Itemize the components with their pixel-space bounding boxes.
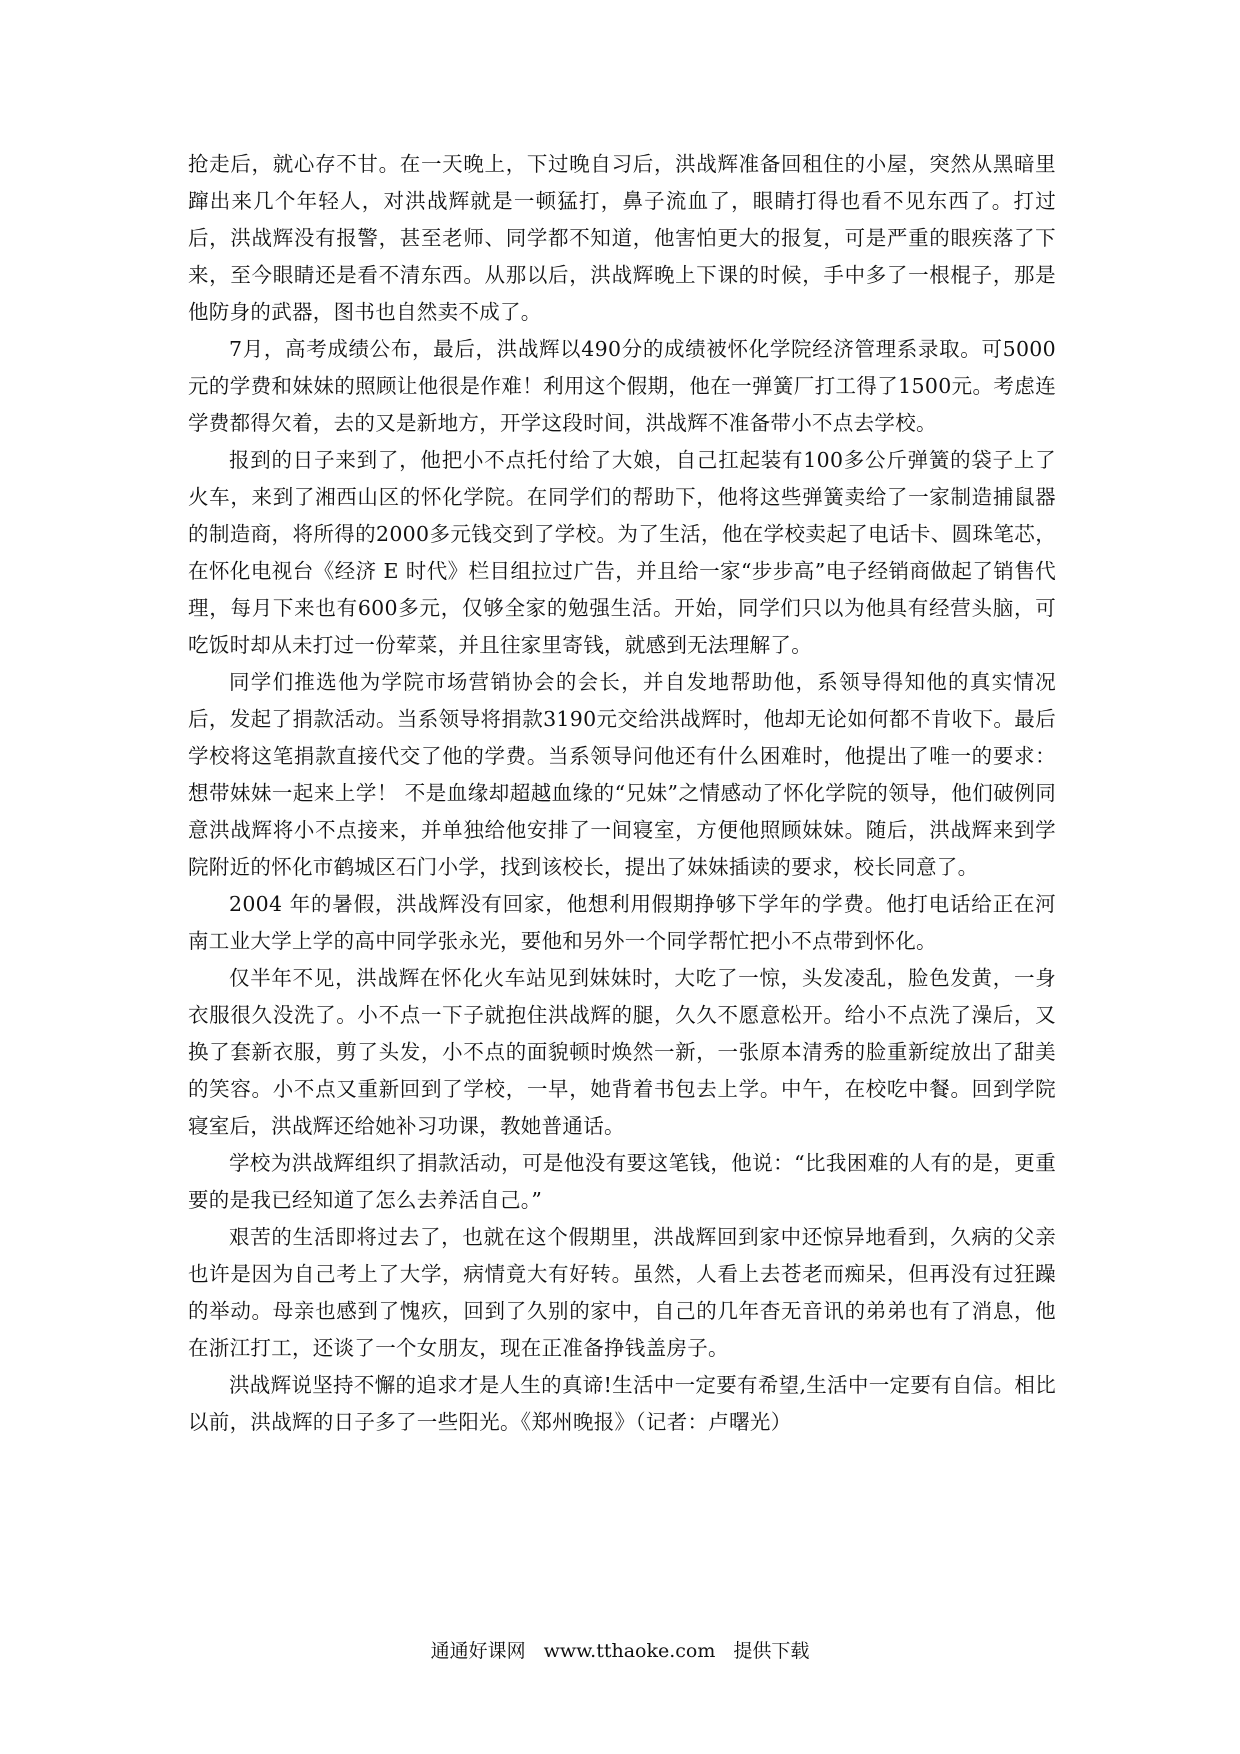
article-body (188, 146, 1056, 1441)
page-footer (0, 1638, 1240, 1664)
paragraph: 仅半年不见，洪战辉在怀化火车站见到妹妹时，大吃了一惊，头发凌乱，脸色发黄，一身衣服很久没洗了。小不点一下子就抱住洪战辉的腿，久久不愿意松开。给小不点洗了澡后，又换了套新衣服，剪了头发，小不点的面貌顿时焕然一新，一张原本清秀的脸重新绽放出了甜美的笑容。小不点又重新回到了学校，一早，她背着书包去上学。中午，在校吃中餐。回到学院寝室后，洪战辉还给她补习功课，教她普通话。 (188, 966, 1056, 1138)
paragraph: 艰苦的生活即将过去了，也就在这个假期里，洪战辉回到家中还惊异地看到，久病的父亲也许是因为自己考上了大学，病情竟大有好转。虽然，人看上去苍老而痴呆，但再没有过狂躁的举动。母亲也感到了愧疚，回到了久别的家中，自己的几年杳无音讯的弟弟也有了消息，他在浙江打工，还谈了一个女朋友，现在正准备挣钱盖房子。 (188, 1225, 1056, 1360)
paragraph-continuation: 抢走后，就心存不甘。在一天晚上，下过晚自习后，洪战辉准备回租住的小屋，突然从黑暗里蹿出来几个年轻人，对洪战辉就是一顿猛打，鼻子流血了，眼睛打得也看不见东西了。打过后，洪战辉没有报警，甚至老师、同学都不知道，他害怕更大的报复，可是严重的眼疾落了下来，至今眼睛还是看不清东西。从那以后，洪战辉晚上下课的时候，手中多了一根棍子，那是他防身的武器，图书也自然卖不成了。 (188, 152, 1056, 324)
paragraph: 同学们推选他为学院市场营销协会的会长，并自发地帮助他，系领导得知他的真实情况后，发起了捐款活动。当系领导将捐款3190元交给洪战辉时，他却无论如何都不肯收下。最后学校将这笔捐款直接代交了他的学费。当系领导问他还有什么困难时，他提出了唯一的要求：想带妹妹一起来上学！ 不是血缘却超越血缘的“兄妹”之情感动了怀化学院的领导，他们破例同意洪战辉将小不点接来，并单独给他安排了一间寝室，方便他照顾妹妹。随后，洪战辉来到学院附近的怀化市鹤城区石门小学，找到该校长，提出了妹妹插读的要求，校长同意了。 (188, 670, 1056, 879)
paragraph: 2004 年的暑假，洪战辉没有回家，他想利用假期挣够下学年的学费。他打电话给正在河南工业大学上学的高中同学张永光，要他和另外一个同学帮忙把小不点带到怀化。 (188, 892, 1056, 953)
paragraph: 洪战辉说坚持不懈的追求才是人生的真谛!生活中一定要有希望,生活中一定要有自信。相比以前，洪战辉的日子多了一些阳光。《郑州晚报》（记者：卢曙光） (188, 1373, 1056, 1434)
paragraph: 7月，高考成绩公布，最后，洪战辉以490分的成绩被怀化学院经济管理系录取。可5000元的学费和妹妹的照顾让他很是作难！利用这个假期，他在一弹簧厂打工得了1500元。考虑连学费都得欠着，去的又是新地方，开学这段时间，洪战辉不准备带小不点去学校。 (188, 337, 1056, 435)
footer-action: 提供下载 (733, 1640, 810, 1662)
paragraph: 学校为洪战辉组织了捐款活动，可是他没有要这笔钱，他说：“比我困难的人有的是，更重要的是我已经知道了怎么去养活自己。” (188, 1151, 1056, 1212)
footer-url-link[interactable]: www.tthaoke.com (543, 1640, 716, 1662)
footer-site-name: 通通好课网 (430, 1640, 526, 1662)
paragraph: 报到的日子来到了，他把小不点托付给了大娘，自己扛起装有100多公斤弹簧的袋子上了火车，来到了湘西山区的怀化学院。在同学们的帮助下，他将这些弹簧卖给了一家制造捕鼠器的制造商，将所得的2000多元钱交到了学校。为了生活，他在学校卖起了电话卡、圆珠笔芯，在怀化电视台《经济 E 时代》栏目组拉过广告，并且给一家“步步高”电子经销商做起了销售代理，每月下来也有600多元，仅够全家的勉强生活。开始，同学们只以为他具有经营头脑，可吃饭时却从未打过一份荤菜，并且往家里寄钱，就感到无法理解了。 (188, 448, 1056, 657)
